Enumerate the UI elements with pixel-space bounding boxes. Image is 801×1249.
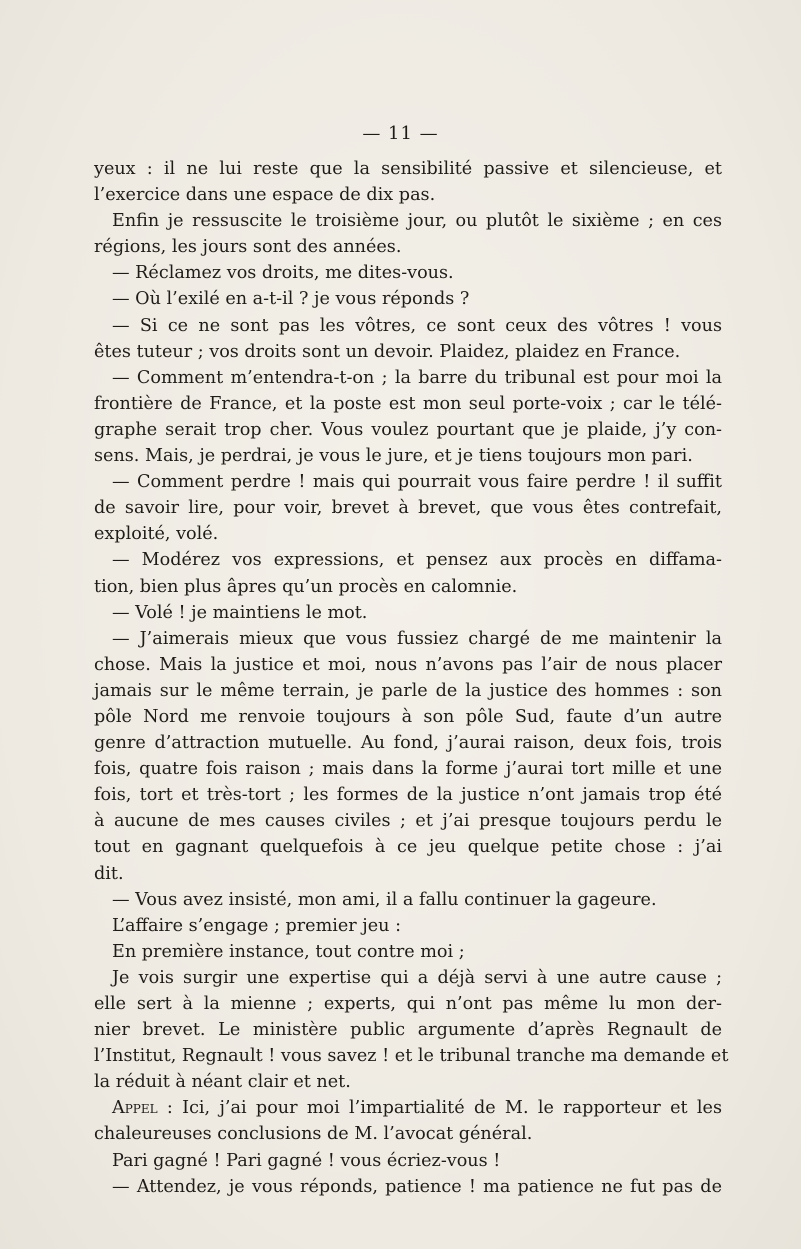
text-line: Je vois surgir une expertise qui a déjà servi à une autre cause ; <box>112 967 722 988</box>
text-line: sens. Mais, je perdrai, je vous le jure, et je tiens toujours mon pari. <box>94 446 693 467</box>
text-line: pôle Nord me renvoie toujours à son pôle Sud, faute d’un autre <box>94 706 722 727</box>
text-line: fois, tort et très-tort ; les formes de la justice n’ont jamais trop été <box>94 785 722 806</box>
text-line: chose. Mais la justice et moi, nous n’avons pas l’air de nous placer <box>94 654 722 675</box>
text-line: tout en gagnant quelquefois à ce jeu quelque petite chose : j’ai <box>94 837 722 858</box>
text-line: L’affaire s’engage ; premier jeu : <box>112 915 402 936</box>
text-line: de savoir lire, pour voir, brevet à brevet, que vous êtes contrefait, <box>94 498 722 519</box>
text-line: Enfin je ressuscite le troisième jour, ou plutôt le sixième ; en ces <box>112 211 722 232</box>
text-line: elle sert à la mienne ; experts, qui n’ont pas même lu mon der- <box>94 994 722 1014</box>
body-text <box>94 156 729 1200</box>
text-line: — Si ce ne sont pas les vôtres, ce sont ceux des vôtres ! vous <box>112 315 722 336</box>
text-line: à aucune de mes causes civiles ; et j’ai presque toujours perdu le <box>94 811 722 832</box>
text-line: l’Institut, Regnault ! vous savez ! et le tribunal tranche ma demande et <box>94 1046 729 1067</box>
text-line-rest: : Ici, j’ai pour moi l’impartialité de M. le rapporteur et les <box>157 1098 722 1119</box>
text-line: — Où l’exilé en a-t-il ? je vous réponds ? <box>112 289 470 310</box>
text-line: — J’aimerais mieux que vous fussiez chargé de me maintenir la <box>112 628 722 649</box>
text-line: fois, quatre fois raison ; mais dans la forme j’aurai tort mille et une <box>94 759 722 780</box>
text-line: — Réclamez vos droits, me dites-vous. <box>112 263 454 284</box>
page-number: — 11 — <box>362 123 439 144</box>
text-line: tion, bien plus âpres qu’un procès en calomnie. <box>94 576 518 597</box>
text-line: — Comment m’entendra-t-on ; la barre du tribunal est pour moi la <box>112 367 722 388</box>
text-line <box>94 1095 722 1121</box>
text-line: — Attendez, je vous réponds, patience ! ma patience ne fut pas de <box>112 1176 722 1197</box>
text-line: — Comment perdre ! mais qui pourrait vous faire perdre ! il suffit <box>112 472 722 493</box>
text-line: l’exercice dans une espace de dix pas. <box>94 185 436 206</box>
text-line: graphe serait trop cher. Vous voulez pourtant que je plaide, j’y con- <box>94 419 722 440</box>
text-line: genre d’attraction mutuelle. Au fond, j’aurai raison, deux fois, trois <box>94 733 722 754</box>
text-line: frontière de France, et la poste est mon seul porte-voix ; car le télé- <box>94 393 722 414</box>
text-line: régions, les jours sont des années. <box>94 237 402 258</box>
text-line: jamais sur le même terrain, je parle de la justice des hommes : son <box>94 680 722 701</box>
text-line: êtes tuteur ; vos droits sont un devoir. Plaidez, plaidez en France. <box>94 341 681 362</box>
text-line: nier brevet. Le ministère public argumente d’après Regnault de <box>94 1020 722 1041</box>
text-line: dit. <box>94 863 124 884</box>
text-line: En première instance, tout contre moi ; <box>112 941 465 962</box>
text-line: — Modérez vos expressions, et pensez aux procès en diffama- <box>112 550 722 571</box>
text-line: chaleureuses conclusions de M. l’avocat général. <box>94 1124 533 1145</box>
text-line: Pari gagné ! Pari gagné ! vous écriez-vous ! <box>112 1150 501 1171</box>
text-line: — Volé ! je maintiens le mot. <box>112 602 368 623</box>
small-caps-lead: Appel <box>112 1098 158 1119</box>
text-line: yeux : il ne lui reste que la sensibilité passive et silencieuse, et <box>94 159 722 179</box>
text-line: exploité, volé. <box>94 524 219 545</box>
text-line: — Vous avez insisté, mon ami, il a fallu continuer la gageure. <box>112 889 657 910</box>
text-line: la réduit à néant clair et net. <box>94 1072 351 1093</box>
